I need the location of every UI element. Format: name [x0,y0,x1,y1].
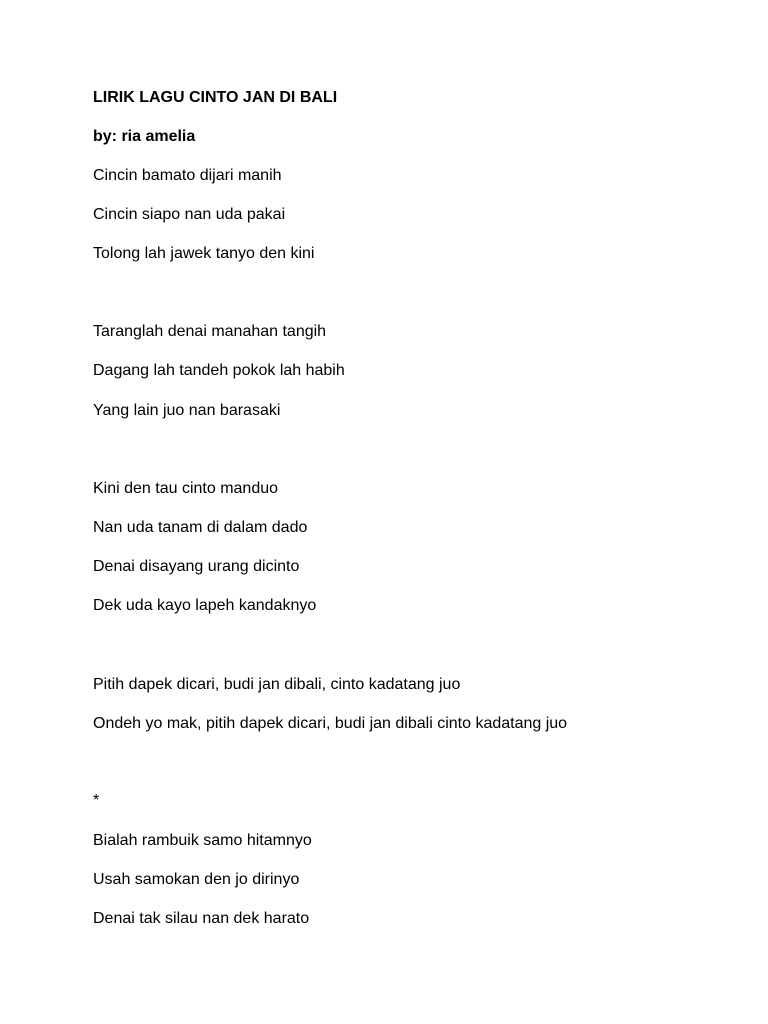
lyric-line: Tolong lah jawek tanyo den kini [93,245,315,262]
lyric-line: Usah samokan den jo dirinyo [93,871,300,888]
lyric-line: Bialah rambuik samo hitamnyo [93,832,312,849]
lyric-line: Cincin bamato dijari manih [93,167,282,184]
lyric-line: Pitih dapek dicari, budi jan dibali, cinto kadatang juo [93,676,461,693]
lyric-line: Cincin siapo nan uda pakai [93,206,286,223]
document-byline: by: ria amelia [93,128,196,145]
document-title: LIRIK LAGU CINTO JAN DI BALI [93,89,338,106]
lyric-line: Denai tak silau nan dek harato [93,910,310,927]
lyric-line: Ondeh yo mak, pitih dapek dicari, budi jan dibali cinto kadatang juo [93,715,568,732]
lyric-line: Taranglah denai manahan tangih [93,323,327,340]
section-marker: * [93,792,100,809]
lyric-line: Nan uda tanam di dalam dado [93,519,308,536]
lyric-line: Dagang lah tandeh pokok lah habih [93,362,345,379]
lyric-line: Yang lain juo nan barasaki [93,402,281,419]
lyric-line: Denai disayang urang dicinto [93,558,300,575]
lyric-line: Kini den tau cinto manduo [93,480,279,497]
lyric-line: Dek uda kayo lapeh kandaknyo [93,597,317,614]
